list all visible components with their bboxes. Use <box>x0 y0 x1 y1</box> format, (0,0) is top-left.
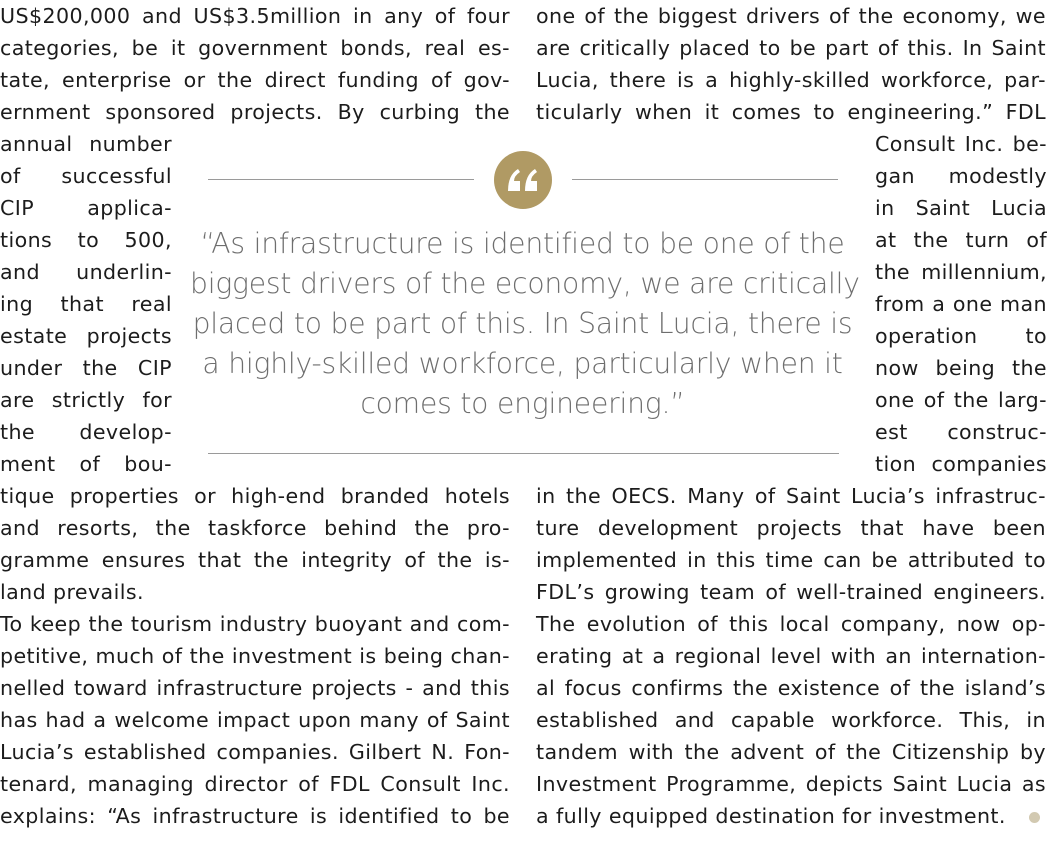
article-line: a fully equipped destination for investment. <box>536 804 1006 828</box>
article-line: one of the biggest drivers of the economy, we <box>536 4 1046 28</box>
pull-quote-bottom-rule <box>208 453 839 454</box>
pull-quote-line: “As infrastructure is identified to be one of the <box>200 227 845 260</box>
article-line: explains: “As infrastructure is identified to be <box>0 804 510 828</box>
article-line: nelled toward infrastructure projects - and this <box>0 676 510 700</box>
article-line: The evolution of this local company, now op- <box>536 612 1046 636</box>
article-line: has had a welcome impact upon many of Saint <box>0 708 510 732</box>
article-line: ment of bou- <box>0 452 172 476</box>
pull-quote-line: placed to be part of this. In Saint Lucia, there is <box>192 307 853 340</box>
article-line: est construc- <box>875 420 1047 444</box>
article-line: FDL’s growing team of well-trained engineers. <box>536 580 1046 604</box>
article-line: established and capable workforce. This, in <box>536 708 1046 732</box>
pull-quote-top-rule-left <box>208 179 474 180</box>
article-line: at the turn of <box>875 228 1047 252</box>
article-line: gan modestly <box>875 164 1047 188</box>
article-line: tique properties or high-end branded hotels <box>0 484 510 508</box>
article-line: of successful <box>0 164 172 188</box>
article-line: tions to 500, <box>0 228 172 252</box>
article-line: under the CIP <box>0 356 172 380</box>
article-line: one of the larg- <box>875 388 1047 412</box>
article-line: US$200,000 and US$3.5million in any of four <box>0 4 510 28</box>
article-line: ticularly when it comes to engineering.” FDL <box>536 100 1046 124</box>
article-line: and underlin- <box>0 260 172 284</box>
article-line: implemented in this time can be attributed to <box>536 548 1046 572</box>
article-line: Lucia’s established companies. Gilbert N. Fon- <box>0 740 510 764</box>
article-line: al focus confirms the existence of the island’s <box>536 676 1046 700</box>
pull-quote-line: a highly-skilled workforce, particularly when it <box>202 347 843 380</box>
article-line: from a one man <box>875 292 1047 316</box>
article-line: Lucia, there is a highly-skilled workforce, par- <box>536 68 1046 92</box>
article-line: and resorts, the taskforce behind the pro- <box>0 516 510 540</box>
pull-quote-line: biggest drivers of the economy, we are critically <box>190 267 860 300</box>
article-line: categories, be it government bonds, real es- <box>0 36 510 60</box>
article-line: land prevails. <box>0 580 144 604</box>
article-line: in Saint Lucia <box>875 196 1047 220</box>
article-line: estate projects <box>0 324 172 348</box>
article-line: gramme ensures that the integrity of the is- <box>0 548 510 572</box>
article-line: in the OECS. Many of Saint Lucia’s infrastruc- <box>536 484 1046 508</box>
article-line: ernment sponsored projects. By curbing the <box>0 100 510 124</box>
pull-quote-line: comes to engineering.” <box>360 387 685 420</box>
article-line: CIP applica- <box>0 196 172 220</box>
pull-quote-top-rule-right <box>572 179 838 180</box>
article-line: the develop- <box>0 420 172 444</box>
article-line: now being the <box>875 356 1047 380</box>
article-line: the millennium, <box>875 260 1047 284</box>
article-line: Consult Inc. be- <box>875 132 1047 156</box>
article-line: To keep the tourism industry buoyant and com- <box>0 612 510 636</box>
article-line: operation to <box>875 324 1047 348</box>
article-line: ing that real <box>0 292 172 316</box>
article-line: erating at a regional level with an internation- <box>536 644 1046 668</box>
article-line: tenard, managing director of FDL Consult Inc. <box>0 772 510 796</box>
article-line: are critically placed to be part of this. In Saint <box>536 36 1046 60</box>
article-line: ture development projects that have been <box>536 516 1046 540</box>
article-line: tion companies <box>875 452 1047 476</box>
article-line: Investment Programme, depicts Saint Lucia as <box>536 772 1046 796</box>
article-line: petitive, much of the investment is being chan- <box>0 644 510 668</box>
end-of-article-icon <box>1029 812 1040 823</box>
article-line: annual number <box>0 132 172 156</box>
quote-mark-glyph <box>506 167 540 193</box>
quote-mark-icon <box>494 151 552 209</box>
article-line: tandem with the advent of the Citizenship by <box>536 740 1046 764</box>
article-line: are strictly for <box>0 388 172 412</box>
article-line: tate, enterprise or the direct funding of gov- <box>0 68 510 92</box>
